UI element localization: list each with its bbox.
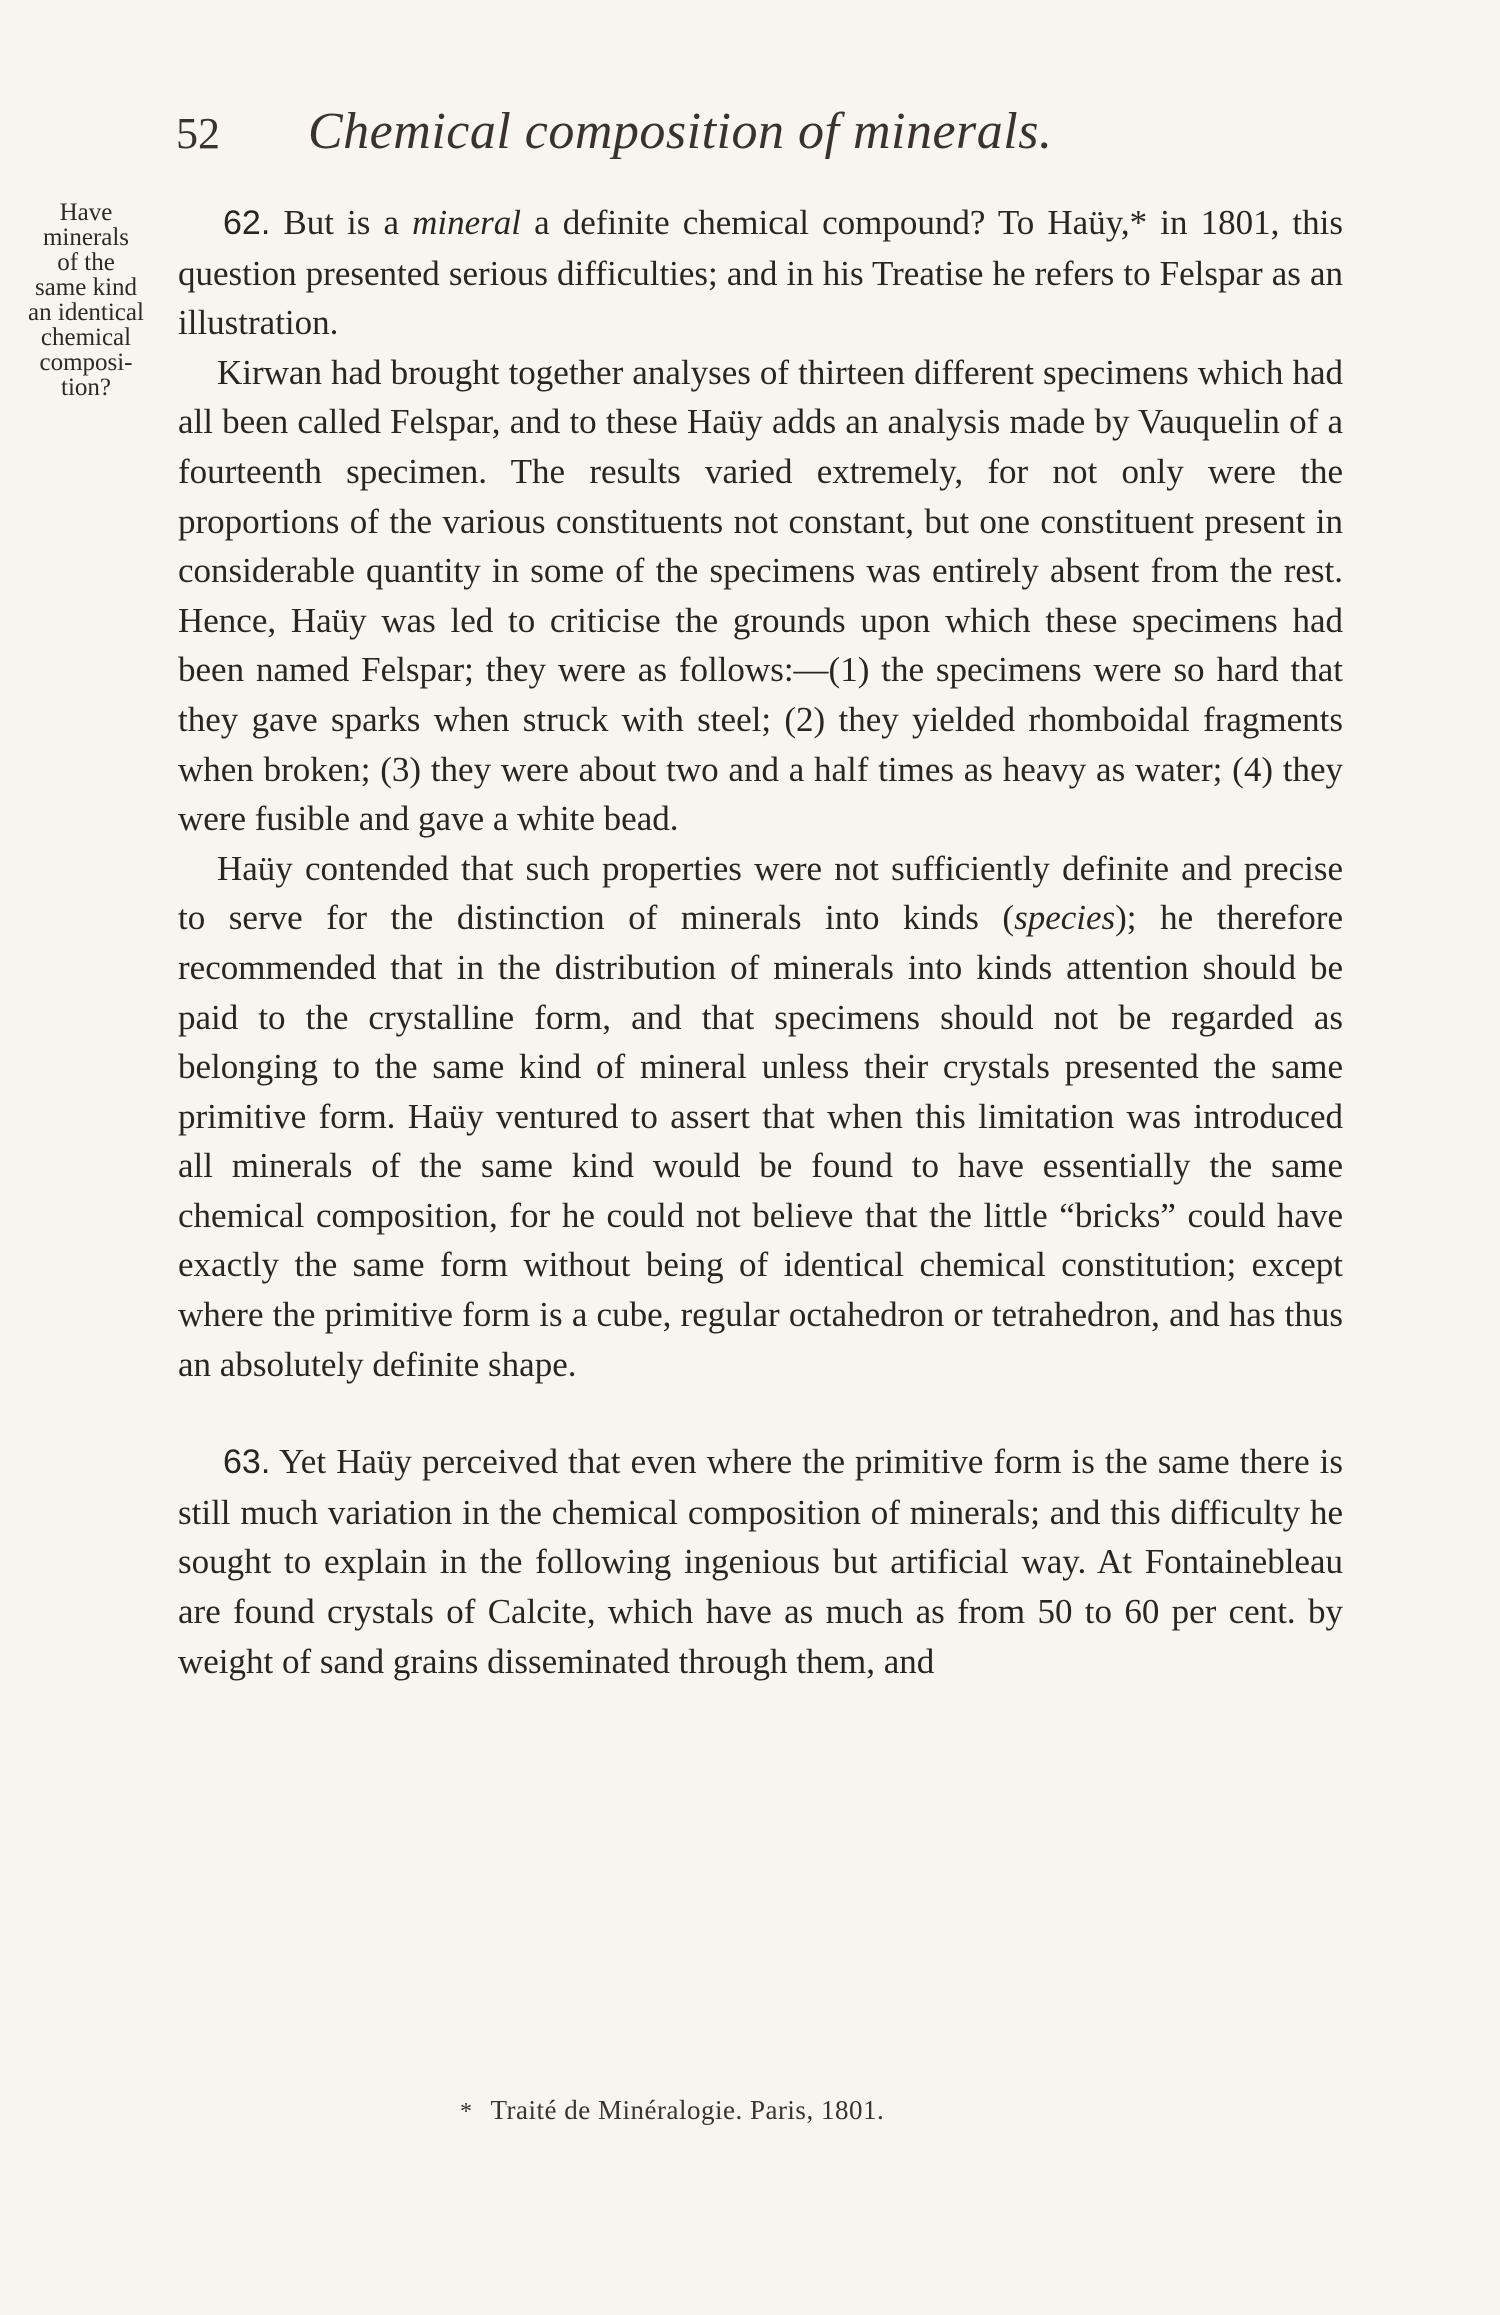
paragraph-text: But is a — [283, 203, 413, 242]
page-number: 52 — [176, 109, 220, 158]
margin-note — [16, 200, 156, 400]
emphasis-mineral: mineral — [412, 203, 521, 242]
running-title: Chemical composition of minerals. — [308, 103, 1053, 160]
body-text — [178, 198, 1343, 1686]
paragraph-text: ); he therefore recommended that in the distribution of minerals into kinds attention should be paid to the crystalline form, and that specimens should not be regarded as belonging to the same kind of mineral unless their crystals presented the same primitive form. Haüy ventured to assert that when this limitation was introduced all minerals of the same kind would be found to have essentially the same chemical composition, for he could not believe that the little “bricks” could have exactly the same form without being of identical chemical constitution; except where the primitive form is a cube, regular octahedron or tetrahedron, and has thus an absolutely definite shape. — [178, 898, 1343, 1384]
margin-note-line: tion? — [61, 374, 111, 401]
paragraph-62 — [178, 198, 1343, 348]
paragraph-hauy-contended — [178, 844, 1343, 1390]
paragraph-text: Haüy contended that such properties were not sufficiently definite and precise to serve for the distinction of minerals into kinds ( — [178, 848, 1343, 938]
paragraph-number: 62. — [223, 204, 271, 242]
margin-note-line: of the — [57, 249, 115, 276]
margin-note-line: an identical — [28, 299, 144, 326]
emphasis-species: species — [1014, 898, 1116, 938]
paragraph-63 — [178, 1437, 1343, 1686]
footnote-text: Traité de Minéralogie. Paris, 1801. — [490, 2095, 885, 2125]
paragraph-text: Kirwan had brought together analyses of thirteen different specimens which had all been called Felspar, and to these Haüy adds an analysis made by Vauquelin of a fourteenth specimen. The results varied extremely, for not only were the proportions of the various constituents not constant, but one constituent present in considerable quantity in some of the specimens was entirely absent from the rest. Hence, Haüy was led to criticise the grounds upon which these specimens had been named Felspar; they were as follows:—(1) the specimens were so hard that they gave sparks when struck with steel; (2) they yielded rhomboidal fragments when broken; (3) they were about two and a half times as heavy as water; (4) they were fusible and gave a white bead. — [178, 352, 1343, 839]
paragraph-text: Yet Haüy perceived that even where the primitive form is the same there is still much variation in the chemical composition of minerals; and this difficulty he sought to explain in the following ingenious but artificial way. At Fontainebleau are found crystals of Calcite, which have as much as from 50 to 60 per cent. by weight of sand grains disseminated through them, and — [178, 1442, 1344, 1681]
page-header — [176, 102, 1324, 162]
paragraph-kirwan — [178, 348, 1343, 844]
margin-note-line: Have — [59, 199, 113, 226]
paragraph-number: 63. — [223, 1443, 271, 1482]
footnote-marker: * — [460, 2099, 473, 2125]
margin-note-line: minerals — [42, 224, 130, 251]
margin-note-line: same kind — [34, 274, 138, 301]
paragraph-text: a definite chemical compound? To Haüy,* in 1801, this question presented serious difficulties; and in his Treatise he refers to Felspar as an illustration. — [178, 203, 1343, 343]
footnote — [460, 2095, 884, 2126]
margin-note-line: chemical — [40, 324, 132, 351]
margin-note-line: composi- — [39, 349, 133, 376]
